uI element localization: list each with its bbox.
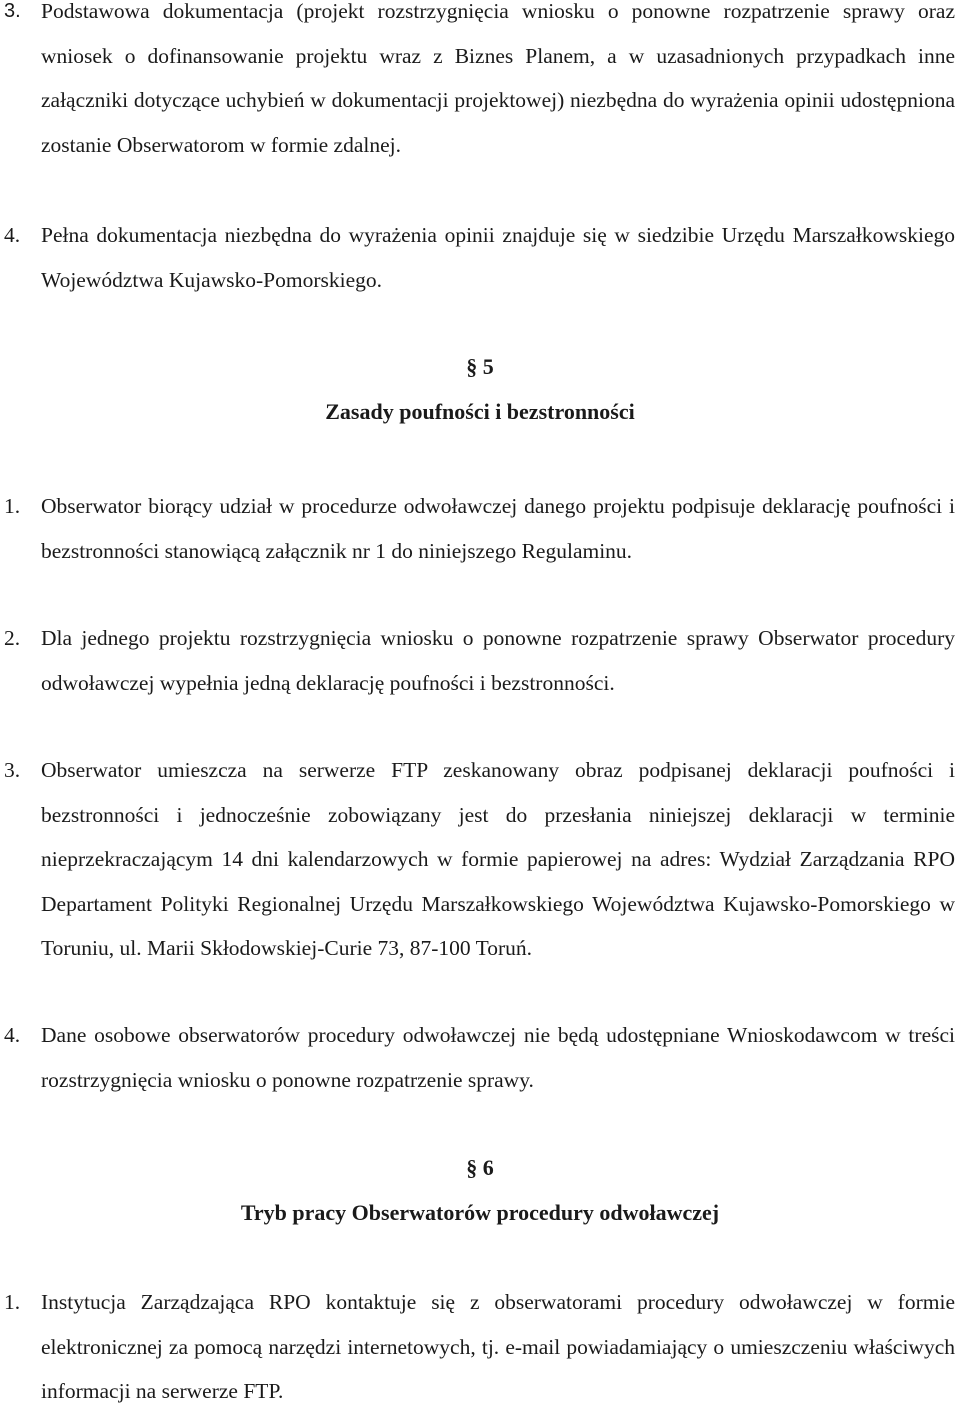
section-5-title: Zasady poufności i bezstronności [325,399,635,424]
item-number: 3. [4,758,21,782]
item-number: 1. [4,1290,21,1314]
paragraph-number: 3. [4,0,21,22]
section-5-sign: § 5 [466,354,494,379]
item-text: Obserwator biorący udział w procedurze odwoławczej danego projektu podpisuje deklarację poufności i bezstronności stanowiącą załącznik nr 1 do niniejszego Regulaminu. [41,494,955,563]
item-number: 1. [4,494,21,518]
paragraph-text: Pełna dokumentacja niezbędna do wyrażenia opinii znajduje się w siedzibie Urzędu Marszałkowskiego Województwa Kujawsko-Pomorskiego. [41,223,955,292]
paragraph-text: Podstawowa dokumentacja (projekt rozstrzygnięcia wniosku o ponowne rozpatrzenie sprawy oraz wniosek o dofinansowanie projektu wraz z Biznes Planem, a w uzasadnionych przypadkach inne załączniki dotyczące uchybień w dokumentacji projektowej) niezbędna do wyrażenia opinii udostępniona zostanie Obserwatorom w formie zdalnej. [41,0,955,157]
item-text: Dla jednego projektu rozstrzygnięcia wniosku o ponowne rozpatrzenie sprawy Obserwator procedury odwoławczej wypełnia jedną deklarację poufności i bezstronności. [41,626,955,695]
section-5-item-2 [0,616,955,705]
section-6-title: Tryb pracy Obserwatorów procedury odwoławczej [240,1200,720,1225]
paragraph-3 [0,0,955,167]
item-text: Instytucja Zarządzająca RPO kontaktuje się z obserwatorami procedury odwoławczej w formie elektronicznej za pomocą narzędzi internetowych, tj. e-mail powiadamiający o umieszczeniu właściwych informacji na serwerze FTP. [41,1290,955,1403]
section-5-item-3 [0,748,955,971]
paragraph-number: 4. [4,223,21,247]
paragraph-4 [0,213,955,302]
item-text: Dane osobowe obserwatorów procedury odwoławczej nie będą udostępniane Wnioskodawcom w treści rozstrzygnięcia wniosku o ponowne rozpatrzenie sprawy. [41,1023,955,1092]
item-text: Obserwator umieszcza na serwerze FTP zeskanowany obraz podpisanej deklaracji poufności i bezstronności i jednocześnie zobowiązany jest do przesłania niniejszej deklaracji w terminie nieprzekraczającym 14 dni kalendarzowych w formie papierowej na adres: Wydział Zarządzania RPO Departament Polityki Regionalnej Urzędu Marszałkowskiego Województwa Kujawsko-Pomorskiego w Toruniu, ul. Marii Skłodowskiej-Curie 73, 87-100 Toruń. [41,758,955,960]
item-number: 2. [4,626,21,650]
section-6-item-1 [0,1280,955,1414]
section-5-item-1 [0,484,955,573]
item-number: 4. [4,1023,21,1047]
section-6-sign: § 6 [466,1155,494,1180]
section-5-item-4 [0,1013,955,1102]
